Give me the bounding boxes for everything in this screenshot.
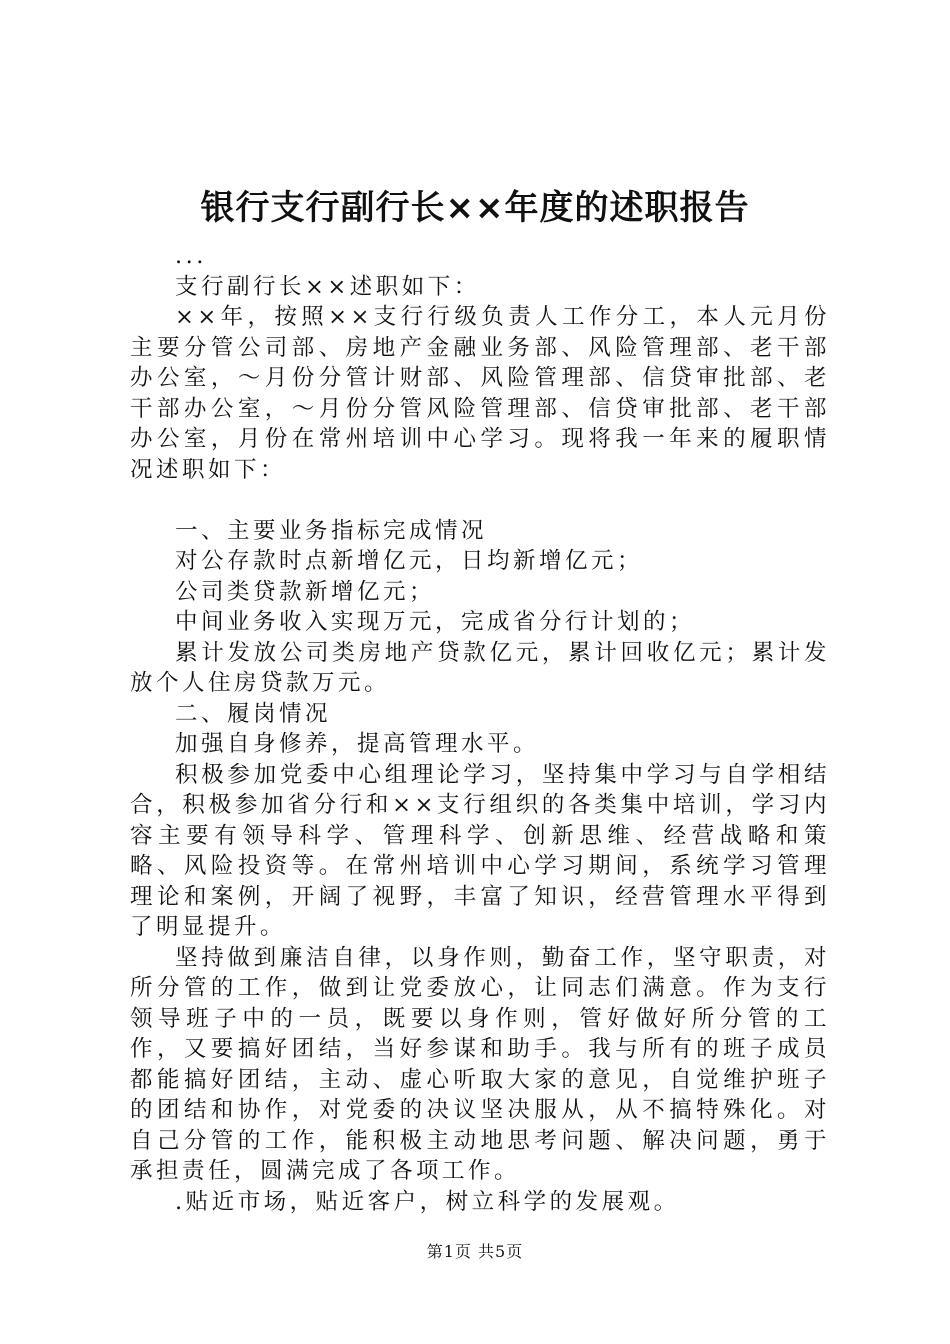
paragraph-intermediate-income: 中间业务收入实现万元，完成省分行计划的； xyxy=(175,609,696,635)
paragraph-real-estate-loans: 累计发放公司类房地产贷款亿元，累计回收亿元；累计发放个人住房贷款万元。 xyxy=(130,639,830,696)
paragraph-overview: ××年，按照××支行行级负责人工作分工，本人元月份主要分管公司部、房地产金融业务部、风险管理部、老干部办公室，～月份分管计财部、风险管理部、信贷审批部、老干部办公室，～月份分管风险管理部、信贷审批部、老干部办公室，月份在常州培训中心学习。现将我一年来的履职情况述职如下： xyxy=(130,304,830,483)
page-number-footer: 第1页 共5页 xyxy=(426,1242,524,1261)
paragraph-loans: 公司类贷款新增亿元； xyxy=(175,578,436,605)
document-body xyxy=(130,241,830,1217)
paragraph-intro: 支行副行长××述职如下： xyxy=(175,273,480,300)
paragraph-deposits: 对公存款时点新增亿元，日均新增亿元； xyxy=(175,548,644,574)
section-heading-duties: 二、履岗情况 xyxy=(175,700,332,727)
paragraph-study: 积极参加党委中心组理论学习，坚持集中学习与自学相结合，积极参加省分行和××支行组织的各类集中培训，学习内容主要有领导科学、管理科学、创新思维、经营战略和策略、风险投资等。在常州培训中心学习期间，系统学习管理理论和案例，开阔了视野，丰富了知识，经营管理水平得到了明显提升。 xyxy=(130,761,830,940)
section-heading-indicators: 一、主要业务指标完成情况 xyxy=(175,517,488,544)
paragraph-self-cultivation: 加强自身修养，提高管理水平。 xyxy=(175,731,540,757)
paragraph-ellipsis: ... xyxy=(175,243,207,269)
document-title: 银行支行副行长××年度的述职报告 xyxy=(200,188,750,228)
paragraph-market: .贴近市场，贴近客户，树立科学的发展观。 xyxy=(175,1188,680,1215)
paragraph-integrity: 坚持做到廉洁自律，以身作则，勤奋工作，坚守职责，对所分管的工作，做到让党委放心，让同志们满意。作为支行领导班子中的一员，既要以身作则，管好做好所分管的工作，又要搞好团结，当好参谋和助手。我与所有的班子成员都能搞好团结，主动、虚心听取大家的意见，自觉维护班子的团结和协作，对党委的决议坚决服从，从不搞特殊化。对自己分管的工作，能积极主动地思考问题、解决问题，勇于承担责任，圆满完成了各项工作。 xyxy=(130,944,830,1184)
